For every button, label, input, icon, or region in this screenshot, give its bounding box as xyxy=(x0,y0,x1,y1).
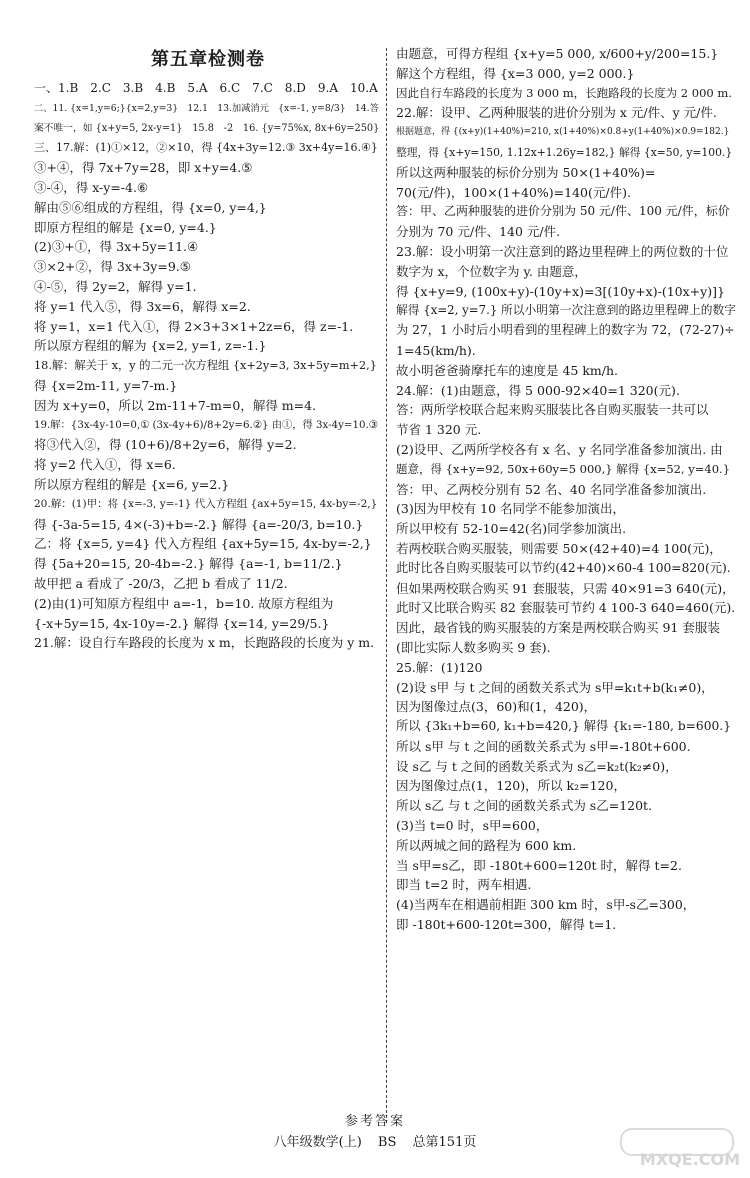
right-line: 1=45(km/h). xyxy=(396,342,476,358)
right-line: 得 {x+y=9, (100x+y)-(10y+x)=3[(10y+x)-(10x+y)]} xyxy=(396,283,725,299)
left-line: 即原方程组的解是 {x=0, y=4.} xyxy=(34,219,217,235)
right-line: 所以两城之间的路程为 600 km. xyxy=(396,837,577,853)
right-line: 即当 t=2 时，两车相遇. xyxy=(396,877,532,893)
left-line: 将 y=2 代入①，得 x=6. xyxy=(34,457,176,473)
right-line: 此时比各自购买服装可以节约(42+40)×60-4 100=820(元). xyxy=(396,560,731,575)
left-line: (2)由(1)可知原方程组中 a=-1，b=10. 故原方程组为 xyxy=(34,595,334,611)
right-line: 分别为 70 元/件、140 元/件. xyxy=(396,224,561,240)
right-line: 因为图像过点(3，60)和(1，420)， xyxy=(396,699,597,715)
footer-page-number: 总第151页 xyxy=(412,1134,477,1150)
right-line: 即 -180t+600-120t=300，解得 t=1. xyxy=(396,917,617,933)
watermark-text: MXQE.COM xyxy=(639,1150,740,1169)
left-line: 所以原方程组的解是 {x=6, y=2.} xyxy=(34,476,230,492)
right-line: 整理，得 {x+y=150, 1.12x+1.26y=182,} 解得 {x=50, y=100.} xyxy=(396,145,733,159)
left-line: 乙：将 {x=5, y=4} 代入方程组 {ax+5y=15, 4x-by=-2,} xyxy=(34,536,372,552)
right-line: 因此，最省钱的购买服装的方案是两校联合购买 91 套服装 xyxy=(396,620,720,636)
right-line: 因此自行车路段的长度为 3 000 m，长跑路段的长度为 2 000 m. xyxy=(396,85,732,100)
right-line: 22.解：设甲、乙两种服装的进价分别为 x 元/件、y 元/件. xyxy=(396,105,717,121)
right-line: 答：两所学校联合起来购买服装比各自购买服装一共可以 xyxy=(396,402,709,418)
right-line: 题意，得 {x+y=92, 50x+60y=5 000,} 解得 {x=52, y=40.} xyxy=(396,461,731,476)
left-line: 故甲把 a 看成了 -20/3，乙把 b 看成了 11/2. xyxy=(34,575,288,591)
right-line: (3)因为甲校有 10 名同学不能参加演出， xyxy=(396,501,626,517)
left-line: ③+④，得 7x+7y=28，即 x+y=4.⑤ xyxy=(34,160,253,176)
right-line: 为 27，1 小时后小明看到的里程碑上的数字为 72，(72-27)÷ xyxy=(396,323,735,338)
right-line: 25.解：(1)120 xyxy=(396,659,483,675)
left-line: {-x+5y=15, 4x-10y=-2.} 解得 {x=14, y=29/5.} xyxy=(34,615,330,631)
right-line: (2)设甲、乙两所学校各有 x 名、y 名同学准备参加演出. 由 xyxy=(396,441,723,457)
right-line: 所以这两种服装的标价分别为 50×(1+40%)= xyxy=(396,164,656,180)
right-line: 由题意，可得方程组 {x+y=5 000, x/600+y/200=15.} xyxy=(396,46,719,61)
right-line: 设 s乙 与 t 之间的函数关系式为 s乙=k₂t(k₂≠0)， xyxy=(396,758,678,774)
left-line: 解由⑤⑥组成的方程组，得 {x=0, y=4,} xyxy=(34,199,267,215)
page-title: 第五章检测卷 xyxy=(151,49,265,70)
left-column xyxy=(34,44,382,653)
left-line: (2)③+①，得 3x+5y=11.④ xyxy=(34,239,199,255)
left-line: 所以原方程组的解为 {x=2, y=1, z=-1.} xyxy=(34,338,267,354)
footer-grade: 八年级数学(上) xyxy=(273,1134,362,1150)
right-line: 答：甲、乙两校分别有 52 名、40 名同学准备参加演出. xyxy=(396,481,707,497)
left-line: 将③代入②，得 (10+6)/8+2y=6，解得 y=2. xyxy=(34,437,297,453)
right-line: 70(元/件)，100×(1+40%)=140(元/件). xyxy=(396,184,631,200)
left-line: 一、1.B 2.C 3.B 4.B 5.A 6.C 7.C 8.D 9.A 10.A xyxy=(34,81,378,95)
right-line: 所以 {3k₁+b=60, k₁+b=420,} 解得 {k₁=-180, b=600.} xyxy=(396,719,731,734)
left-line: ③×2+②，得 3x+3y=9.⑤ xyxy=(34,259,191,275)
right-line: 故小明爸爸骑摩托车的速度是 45 km/h. xyxy=(396,362,619,378)
watermark-logo xyxy=(590,1128,740,1172)
right-line: 若两校联合购买服装，则需要 50×(42+40)=4 100(元)， xyxy=(396,540,722,556)
right-line: 根据题意，得 {(x+y)(1+40%)=210, x(1+40%)×0.8+y(1+40%)×0.9=182.} xyxy=(396,127,730,138)
right-line: 解得 {x=2, y=7.} 所以小明第一次注意到的路边里程碑上的数字 xyxy=(396,303,737,318)
left-line: 因为 x+y=0，所以 2m-11+7-m=0，解得 m=4. xyxy=(34,397,317,413)
right-line: 节省 1 320 元. xyxy=(396,422,482,438)
left-line: 21.解：设自行车路段的长度为 x m，长跑路段的长度为 y m. xyxy=(34,635,375,651)
right-line: 当 s甲=s乙，即 -180t+600=120t 时，解得 t=2. xyxy=(396,857,682,873)
left-line: 18.解：解关于 x，y 的二元一次方程组 {x+2y=3, 3x+5y=m+2,} xyxy=(34,359,377,373)
left-line: ④-⑤，得 2y=2，解得 y=1. xyxy=(34,278,197,294)
right-line: (4)当两车在相遇前相距 300 km 时，s甲-s乙=300， xyxy=(396,897,696,913)
left-line: 将 y=1 代入⑤，得 3x=6，解得 x=2. xyxy=(34,298,251,314)
right-line: 因为图像过点(1，120)，所以 k₂=120， xyxy=(396,778,626,794)
right-line: 所以甲校有 52-10=42(名)同学参加演出. xyxy=(396,521,627,537)
right-line: 但如果两校联合购买 91 套服装，只需 40×91=3 640(元)， xyxy=(396,580,735,596)
right-line: (2)设 s甲 与 t 之间的函数关系式为 s甲=k₁t+b(k₁≠0)， xyxy=(396,679,714,695)
right-column xyxy=(396,44,736,935)
right-line: 24.解：(1)由题意，得 5 000-92×40=1 320(元). xyxy=(396,382,680,398)
left-line: 19.解：{3x-4y-10=0,① (3x-4y+6)/8+2y=6.②} 由①，得 3x-4y=10.③ xyxy=(34,418,378,431)
left-line: 将 y=1，x=1 代入①，得 2×3+3×1+2z=6，得 z=-1. xyxy=(34,318,354,334)
right-line: 23.解：设小明第一次注意到的路边里程碑上的两位数的十位 xyxy=(396,243,729,259)
left-line: 得 {-3a-5=15, 4×(-3)+b=-2.} 解得 {a=-20/3, b=10.} xyxy=(34,516,364,532)
right-line: 所以 s乙 与 t 之间的函数关系式为 s乙=120t. xyxy=(396,798,653,814)
left-line: 得 {x=2m-11, y=7-m.} xyxy=(34,377,178,393)
left-line: 二、11. {x=1,y=6;}{x=2,y=3} 12.1 13.加减消元 {x=-1, y=8/3} 14.答 xyxy=(34,102,379,114)
right-line: 所以 s甲 与 t 之间的函数关系式为 s甲=-180t+600. xyxy=(396,738,691,754)
right-line: (即比实际人数多购买 9 套). xyxy=(396,639,551,655)
right-line: (3)当 t=0 时，s甲=600， xyxy=(396,818,549,834)
right-line: 此时又比联合购买 82 套服装可节约 4 100-3 640=460(元). xyxy=(396,600,736,616)
left-line: 20.解：(1)甲：将 {x=-3, y=-1} 代入方程组 {ax+5y=15, 4x-by=-2,} xyxy=(34,497,378,510)
left-line: 得 {5a+20=15, 20-4b=-2.} 解得 {a=-1, b=11/2.} xyxy=(34,556,343,572)
footer-edition: BS xyxy=(377,1134,397,1150)
column-divider xyxy=(386,48,387,1123)
footer-section-title: 参考答案 xyxy=(344,1114,405,1129)
right-line: 数字为 x，个位数字为 y. 由题意， xyxy=(396,263,587,279)
right-line: 解这个方程组，得 {x=3 000, y=2 000.} xyxy=(396,65,635,81)
right-line: 答：甲、乙两种服装的进价分别为 50 元/件、100 元/件，标价 xyxy=(396,204,730,219)
left-line: ③-④，得 x-y=-4.⑥ xyxy=(34,179,149,195)
left-line: 三、17.解：(1)①×12，②×10，得 {4x+3y=12.③ 3x+4y=16.④} xyxy=(34,141,378,155)
left-line: 案不唯一，如 {x+y=5, 2x-y=1} 15.8 -2 16. {y=75%x, 8x+6y=250} xyxy=(34,122,380,134)
